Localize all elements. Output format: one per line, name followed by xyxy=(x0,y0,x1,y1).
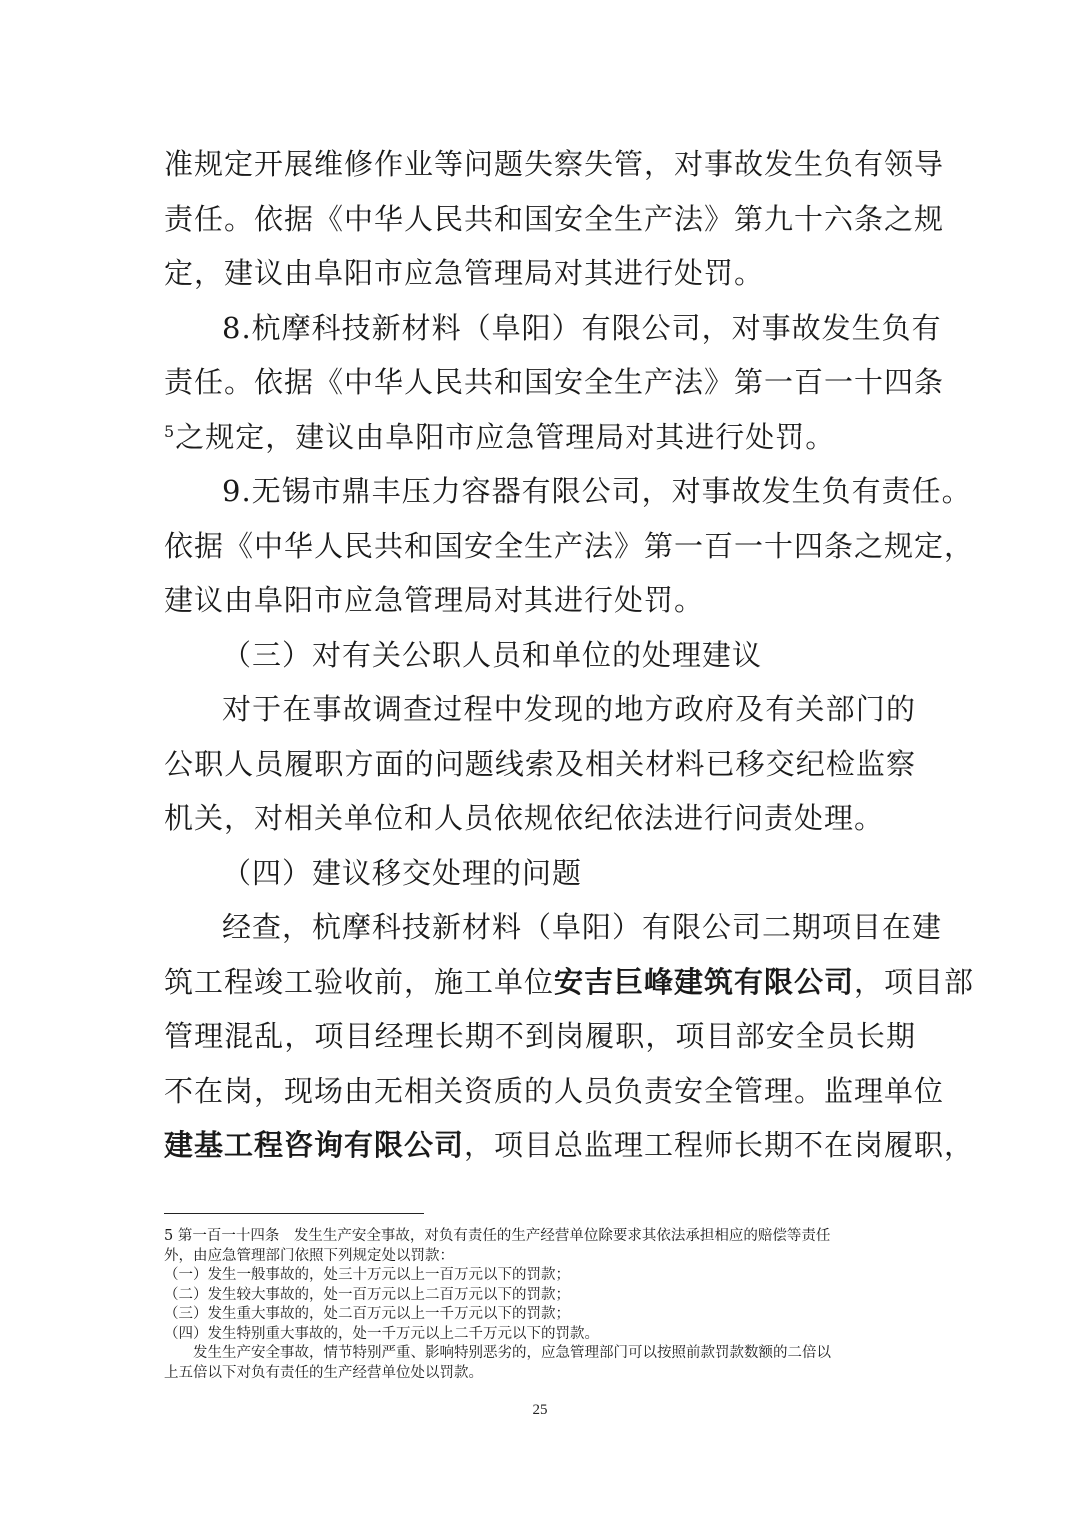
footnote-line: （二）发生较大事故的，处一百万元以上二百万元以下的罚款； xyxy=(164,1286,570,1303)
paragraph-line: 公职人员履职方面的问题线索及相关材料已移交纪检监察 xyxy=(164,746,916,781)
paragraph-line: 9.无锡市鼎丰压力容器有限公司，对事故发生负有责任。 xyxy=(222,474,972,508)
page-number: 25 xyxy=(532,1402,548,1418)
footnote-line: 发生生产安全事故，情节特别严重、影响特别恶劣的，应急管理部门可以按照前款罚款数额的二倍以 xyxy=(193,1345,831,1361)
paragraph-line: 责任。依据《中华人民共和国安全生产法》第一百一十四条 xyxy=(164,365,945,399)
footnote-line: （三）发生重大事故的，处二百万元以上一千万元以下的罚款； xyxy=(164,1306,570,1322)
paragraph-line: 机关，对相关单位和人员依规依纪依法进行问责处理。 xyxy=(164,801,885,835)
footnote-line: 上五倍以下对负有责任的生产经营单位处以罚款。 xyxy=(164,1364,483,1381)
section-heading: （四）建议移交处理的问题 xyxy=(222,855,583,890)
footnote-line: （四）发生特别重大事故的，处一千万元以上二千万元以下的罚款。 xyxy=(164,1325,599,1342)
paragraph-line: 准规定开展维修作业等问题失察失管，对事故发生负有领导 xyxy=(164,147,945,181)
paragraph-text: ，项目部 xyxy=(854,964,975,999)
paragraph-line xyxy=(164,1118,975,1173)
construction-company-name: 安吉巨峰建筑有限公司 xyxy=(554,964,855,999)
footnote-line: 5 第一百一十四条 发生生产安全事故，对负有责任的生产经营单位除要求其依法承担相应的赔偿等责任 xyxy=(164,1228,831,1244)
footnote-line: （一）发生一般事故的，处三十万元以上一百万元以下的罚款； xyxy=(164,1267,570,1283)
paragraph-line: 建议由阜阳市应急管理局对其进行处罚。 xyxy=(164,583,705,617)
paragraph-line: 不在岗，现场由无相关资质的人员负责安全管理。监理单位 xyxy=(164,1073,945,1108)
paragraph-line: 8.杭摩科技新材料（阜阳）有限公司，对事故发生负有 xyxy=(222,310,942,345)
paragraph-line xyxy=(164,955,975,1010)
footnote-reference[interactable]: 5 xyxy=(164,421,176,441)
footnote-divider xyxy=(164,1213,424,1214)
paragraph-line: 依据《中华人民共和国安全生产法》第一百一十四条之规定， xyxy=(164,528,975,563)
paragraph-line: 经查，杭摩科技新材料（阜阳）有限公司二期项目在建 xyxy=(222,910,943,944)
footnote xyxy=(164,1227,916,1383)
paragraph-line: 责任。依据《中华人民共和国安全生产法》第九十六条之规 xyxy=(164,201,945,236)
footnote-line: 外，由应急管理部门依照下列规定处以罚款： xyxy=(164,1247,454,1264)
paragraph-line: 对于在事故调查过程中发现的地方政府及有关部门的 xyxy=(222,692,916,726)
supervision-company-name: 建基工程咨询有限公司 xyxy=(164,1128,465,1162)
paragraph-text: 之规定，建议由阜阳市应急管理局对其进行处罚。 xyxy=(175,419,836,454)
paragraph-line xyxy=(164,410,916,465)
paragraph-line: 管理混乱，项目经理长期不到岗履职，项目部安全员长期 xyxy=(164,1019,916,1053)
paragraph-line: 定，建议由阜阳市应急管理局对其进行处罚。 xyxy=(164,256,765,290)
body-text xyxy=(164,137,975,1173)
paragraph-text: ，项目总监理工程师长期不在岗履职， xyxy=(464,1128,975,1162)
paragraph-text: 筑工程竣工验收前，施工单位 xyxy=(164,964,555,999)
section-heading: （三）对有关公职人员和单位的处理建议 xyxy=(222,637,763,672)
